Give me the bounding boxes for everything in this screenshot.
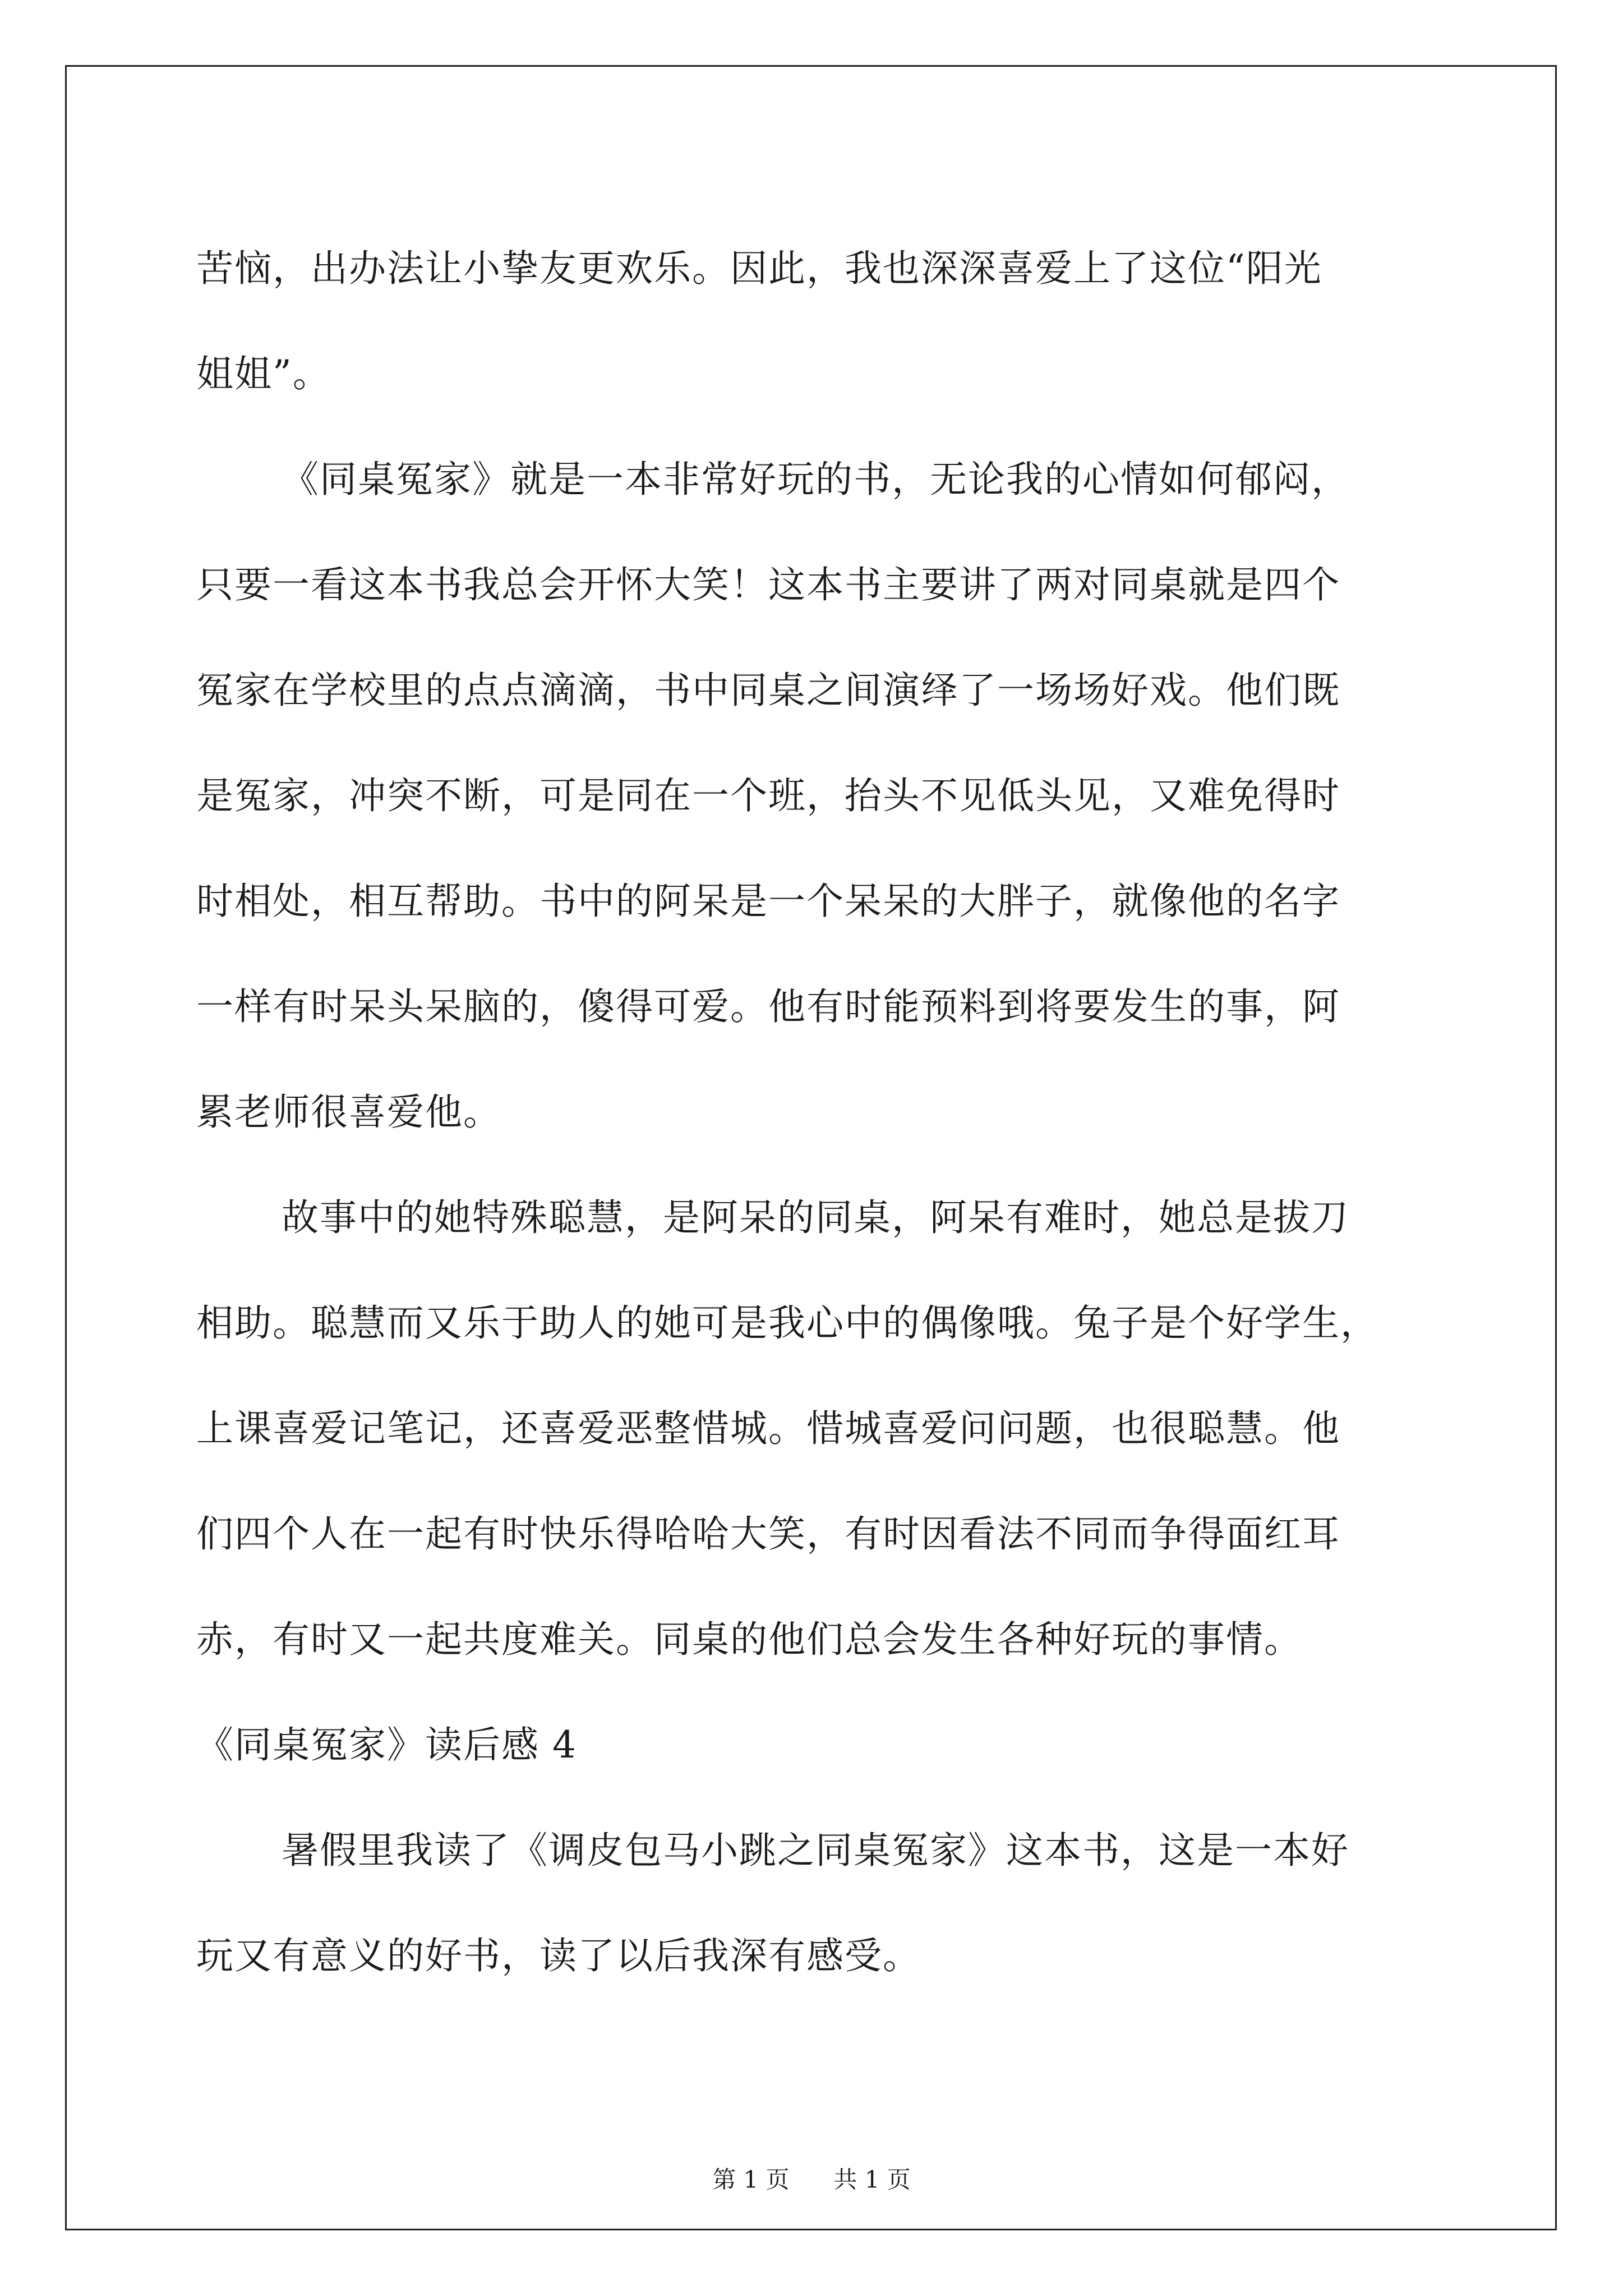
paragraph-line: 累老师很喜爱他。 (196, 1091, 501, 1134)
paragraph-line: 暑假里我读了《调皮包马小跳之同桌冤家》这本书，这是一本好 (282, 1829, 1349, 1872)
page-number-total: 共 1 页 (833, 2166, 911, 2193)
paragraph-line: 是冤家，冲突不断，可是同在一个班，抬头不见低头见，又难免得时 (196, 774, 1340, 817)
paragraph-line: 相助。聪慧而又乐于助人的她可是我心中的偶像哦。兔子是个好学生， (196, 1301, 1378, 1345)
paragraph-line: 玩又有意义的好书，读了以后我深有感受。 (196, 1934, 921, 1977)
paragraph-line: 一样有时呆头呆脑的，傻得可爱。他有时能预料到将要发生的事，阿 (196, 985, 1340, 1028)
paragraph-line: 《同桌冤家》就是一本非常好玩的书，无论我的心情如何郁闷， (282, 458, 1349, 501)
paragraph-line: 苦恼，出办法让小挚友更欢乐。因此，我也深深喜爱上了这位“阳光 (196, 247, 1322, 290)
paragraph-line: 姐姐”。 (196, 352, 331, 395)
paragraph-line: 冤家在学校里的点点滴滴，书中同桌之间演绎了一场场好戏。他们既 (196, 669, 1340, 712)
page-footer (0, 2163, 1623, 2197)
paragraph-line: 时相处，相互帮助。书中的阿呆是一个呆呆的大胖子，就像他的名字 (196, 880, 1340, 923)
document-body (196, 216, 1424, 2009)
paragraph-line: 故事中的她特殊聪慧，是阿呆的同桌，阿呆有难时，她总是拔刀 (282, 1196, 1349, 1239)
paragraph-line: 上课喜爱记笔记，还喜爱恶整惜城。惜城喜爱问问题，也很聪慧。他 (196, 1407, 1340, 1450)
paragraph-line: 们四个人在一起有时快乐得哈哈大笑，有时因看法不同而争得面红耳 (196, 1512, 1340, 1556)
paragraph-line: 赤，有时又一起共度难关。同桌的他们总会发生各种好玩的事情。 (196, 1618, 1302, 1661)
paragraph-line: 只要一看这本书我总会开怀大笑！这本书主要讲了两对同桌就是四个 (196, 563, 1340, 606)
page-number-current: 第 1 页 (712, 2166, 790, 2193)
section-heading: 《同桌冤家》读后感 4 (196, 1723, 577, 1766)
